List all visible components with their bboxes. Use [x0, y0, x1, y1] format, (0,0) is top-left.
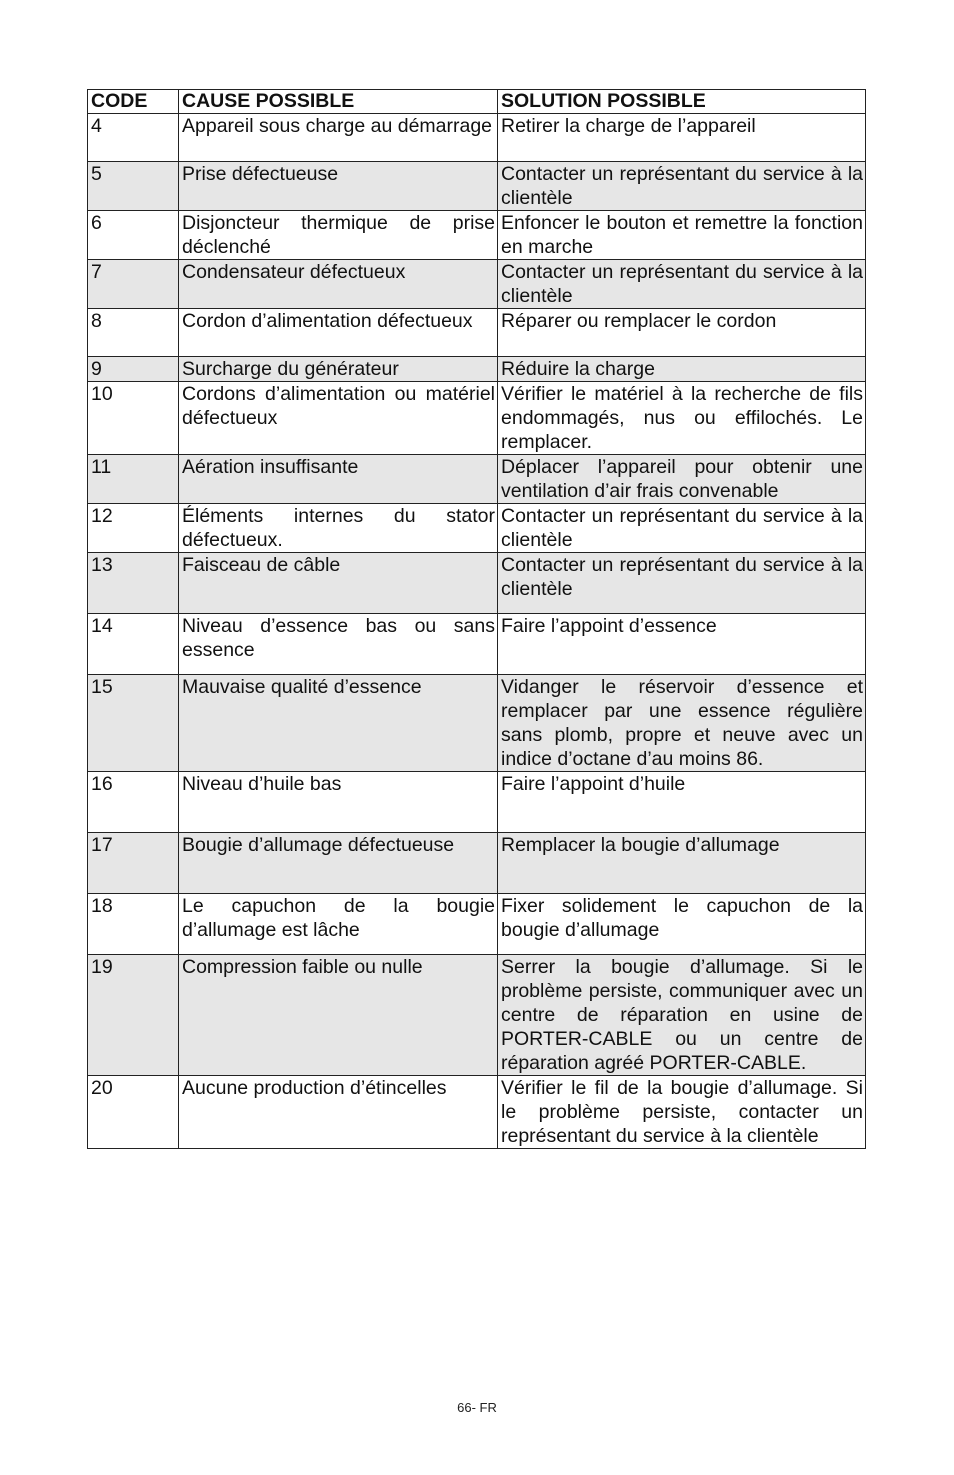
table-row — [88, 955, 866, 1076]
solution-cell: Fixer solidement le capuchon de la bougie d’allumage — [498, 894, 866, 955]
code-cell: 8 — [88, 309, 179, 357]
cause-cell: Surcharge du générateur — [179, 357, 498, 382]
solution-cell: Serrer la bougie d’allumage. Si le problème persiste, communiquer avec un centre de réparation en usine de PORTER-CABLE ou un centre de réparation agréé PORTER-CABLE. — [498, 955, 866, 1076]
code-cell: 20 — [88, 1076, 179, 1149]
cause-cell: Faisceau de câble — [179, 553, 498, 614]
table-row — [88, 1076, 866, 1149]
code-cell: 18 — [88, 894, 179, 955]
table-row — [88, 455, 866, 504]
cause-cell: Aucune production d’étincelles — [179, 1076, 498, 1149]
cause-cell: Condensateur défectueux — [179, 260, 498, 309]
cause-cell: Niveau d’huile bas — [179, 772, 498, 833]
cause-cell: Niveau d’essence bas ou sans essence — [179, 614, 498, 675]
table-row — [88, 614, 866, 675]
solution-cell: Déplacer l’appareil pour obtenir une ventilation d’air frais convenable — [498, 455, 866, 504]
solution-cell: Contacter un représentant du service à la clientèle — [498, 553, 866, 614]
cause-cell: Prise défectueuse — [179, 162, 498, 211]
header-cause: CAUSE POSSIBLE — [179, 90, 498, 114]
table-header-row — [88, 90, 866, 114]
cause-cell: Cordons d’alimentation ou matériel défectueux — [179, 382, 498, 455]
table-row — [88, 309, 866, 357]
troubleshooting-table — [87, 89, 866, 1149]
cause-cell: Éléments internes du stator défectueux. — [179, 504, 498, 553]
code-cell: 7 — [88, 260, 179, 309]
code-cell: 16 — [88, 772, 179, 833]
solution-cell: Réparer ou remplacer le cordon — [498, 309, 866, 357]
code-cell: 11 — [88, 455, 179, 504]
table-row — [88, 382, 866, 455]
solution-cell: Vérifier le fil de la bougie d’allumage. Si le problème persiste, contacter un représentant du service à la clientèle — [498, 1076, 866, 1149]
cause-cell: Compression faible ou nulle — [179, 955, 498, 1076]
table-row — [88, 211, 866, 260]
solution-cell: Faire l’appoint d’essence — [498, 614, 866, 675]
cause-cell: Le capuchon de la bougie d’allumage est lâche — [179, 894, 498, 955]
table-row — [88, 357, 866, 382]
cause-cell: Aération insuffisante — [179, 455, 498, 504]
cause-cell: Mauvaise qualité d’essence — [179, 675, 498, 772]
table-row — [88, 894, 866, 955]
code-cell: 17 — [88, 833, 179, 894]
code-cell: 13 — [88, 553, 179, 614]
table-row — [88, 114, 866, 162]
code-cell: 14 — [88, 614, 179, 675]
table-row — [88, 162, 866, 211]
page-number: 66- FR — [457, 1400, 497, 1415]
cause-cell: Bougie d’allumage défectueuse — [179, 833, 498, 894]
table-row — [88, 553, 866, 614]
solution-cell: Réduire la charge — [498, 357, 866, 382]
code-cell: 5 — [88, 162, 179, 211]
table-row — [88, 504, 866, 553]
code-cell: 10 — [88, 382, 179, 455]
code-cell: 12 — [88, 504, 179, 553]
code-cell: 19 — [88, 955, 179, 1076]
header-code: CODE — [88, 90, 179, 114]
solution-cell: Remplacer la bougie d’allumage — [498, 833, 866, 894]
solution-cell: Contacter un représentant du service à la clientèle — [498, 260, 866, 309]
cause-cell: Appareil sous charge au démarrage — [179, 114, 498, 162]
table-row — [88, 833, 866, 894]
solution-cell: Contacter un représentant du service à la clientèle — [498, 504, 866, 553]
solution-cell: Contacter un représentant du service à la clientèle — [498, 162, 866, 211]
table-row — [88, 260, 866, 309]
table-row — [88, 675, 866, 772]
cause-cell: Disjoncteur thermique de prise déclenché — [179, 211, 498, 260]
code-cell: 6 — [88, 211, 179, 260]
cause-cell: Cordon d’alimentation défectueux — [179, 309, 498, 357]
header-solution: SOLUTION POSSIBLE — [498, 90, 866, 114]
solution-cell: Faire l’appoint d’huile — [498, 772, 866, 833]
solution-cell: Retirer la charge de l’appareil — [498, 114, 866, 162]
solution-cell: Enfoncer le bouton et remettre la fonction en marche — [498, 211, 866, 260]
solution-cell: Vidanger le réservoir d’essence et remplacer par une essence régulière sans plomb, propre et neuve avec un indice d’octane d’au moins 86. — [498, 675, 866, 772]
code-cell: 4 — [88, 114, 179, 162]
code-cell: 15 — [88, 675, 179, 772]
table-row — [88, 772, 866, 833]
solution-cell: Vérifier le matériel à la recherche de fils endommagés, nus ou effilochés. Le remplacer. — [498, 382, 866, 455]
code-cell: 9 — [88, 357, 179, 382]
